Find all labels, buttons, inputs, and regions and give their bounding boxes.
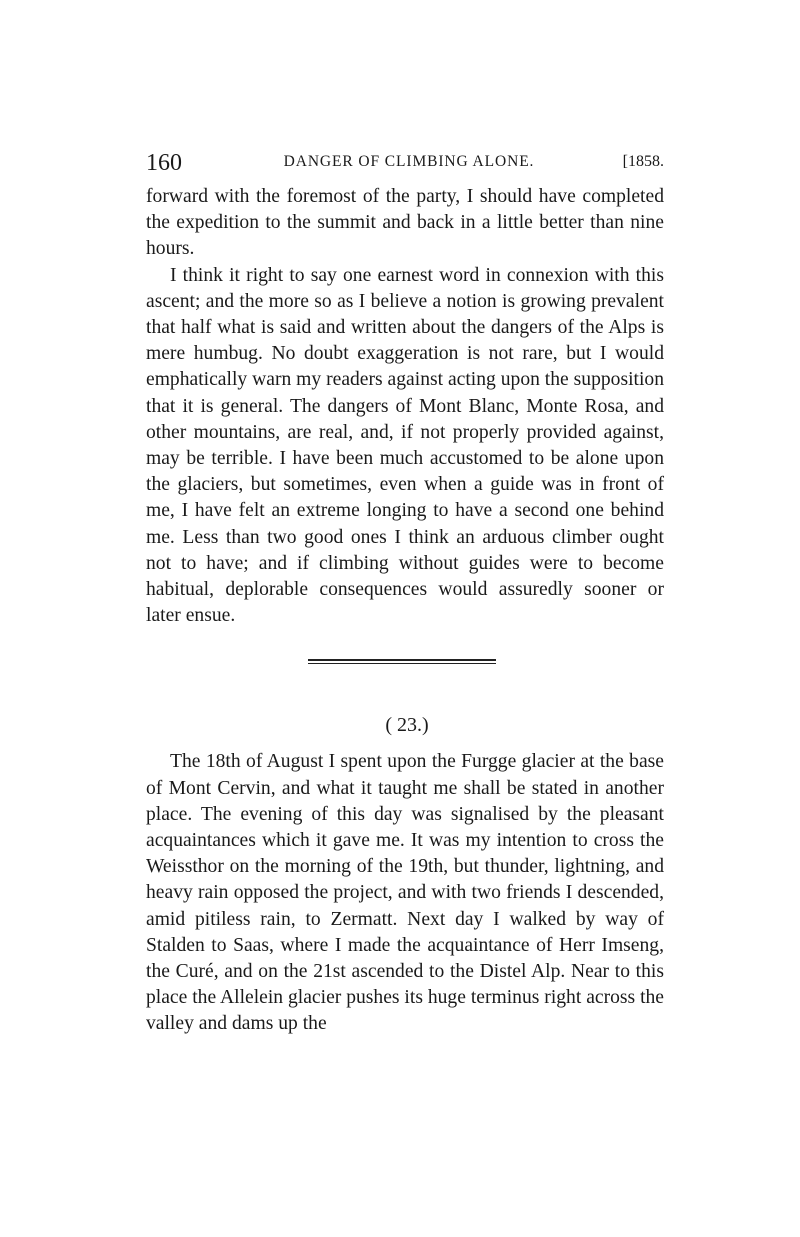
- book-page: [146, 150, 664, 1038]
- divider-line: [308, 663, 496, 664]
- running-head-title: DANGER OF CLIMBING ALONE.: [283, 153, 535, 170]
- section-number: ( 23.): [385, 714, 429, 737]
- paragraph: I think it right to say one earnest word in connexion with this ascent; and the more so as I believe a notion is growing prevalent that half what is said and written about the dangers of the Alps is mere humbug. No doubt exaggeration is not rare, but I would emphatically warn my readers against acting upon the supposition that it is general. The dangers of Mont Blanc, Monte Rosa, and other mountains, are real, and, if not properly provided against, may be terrible. I have been much accustomed to be alone upon the glaciers, but sometimes, even when a guide was in front of me, I have felt an extreme longing to have a second one behind me. Less than two good ones I think an arduous climber ought not to have; and if climbing without guides were to become habitual, deplorable consequences would assuredly sooner or later ensue.: [146, 264, 665, 627]
- running-head: [146, 150, 664, 184]
- running-head-year: [1858.: [622, 153, 664, 170]
- paragraph: The 18th of August I spent upon the Furgge glacier at the base of Mont Cervin, and what it taught me shall be stated in another place. The evening of this day was signalised by the pleasant acquaintances which it gave me. It was my intention to cross the Weissthor on the morning of the 19th, but thunder, lightning, and heavy rain opposed the project, and with two friends I descended, amid pitiless rain, to Zermatt. Next day I walked by way of Stalden to Saas, where I made the acquaintance of Herr Imseng, the Curé, and on the 21st ascended to the Distel Alp. Near to this place the Allelein glacier pushes its huge terminus right across the valley and dams up the: [146, 751, 664, 1035]
- page-number: 160: [146, 150, 182, 176]
- paragraph-continued: forward with the foremost of the party, I should have completed the expedition to the summit and back in a little better than nine hours.: [146, 186, 664, 260]
- divider-line: [308, 659, 496, 660]
- body-text: [146, 184, 664, 629]
- section-body-text: [146, 749, 664, 1037]
- section-divider: [146, 649, 664, 679]
